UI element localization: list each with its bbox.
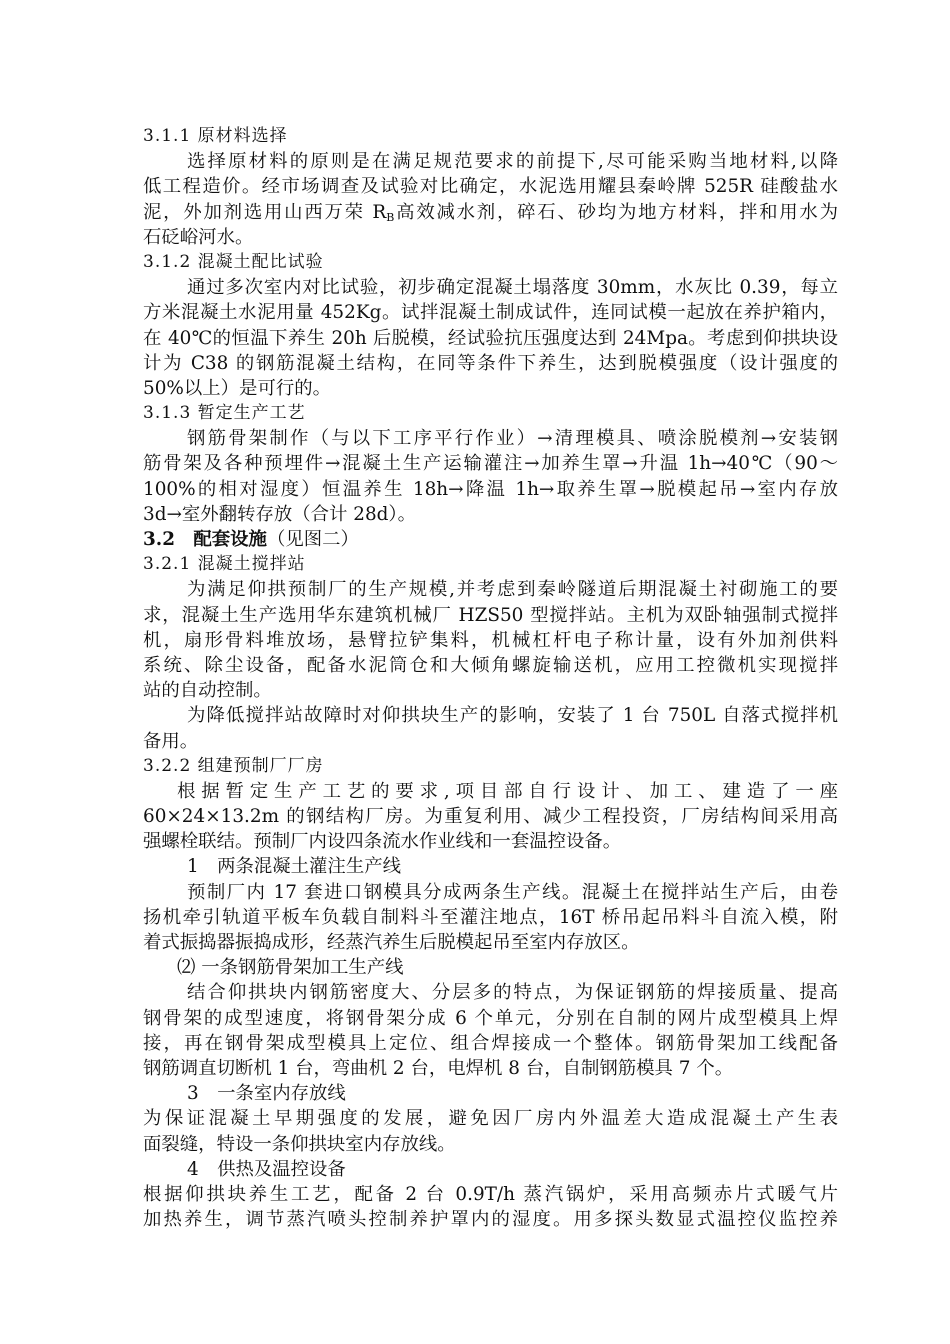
paragraph-line: 计为 C38 的钢筋混凝土结构，在同等条件下养生，达到脱模强度（设计强度的 bbox=[143, 352, 838, 374]
item-title: 1 两条混凝土灌注生产线 bbox=[187, 856, 401, 878]
paragraph-line: 通过多次室内对比试验，初步确定混凝土塌落度 30mm，水灰比 0.39，每立 bbox=[187, 277, 838, 299]
paragraph-line: 预制厂内 17 套进口钢模具分成两条生产线。混凝土在搅拌站生产后，由卷 bbox=[187, 881, 838, 903]
heading-3-2 bbox=[143, 527, 838, 552]
heading-3-2-2: 3.2.2 组建预制厂厂房 bbox=[143, 755, 324, 776]
paragraph-line: 求，混凝土生产选用华东建筑机械厂 HZS50 型搅拌站。主机为双卧轴强制式搅拌 bbox=[143, 604, 838, 626]
paragraph-line: 接，再在钢骨架成型模具上定位、组合焊接成一个整体。钢筋骨架加工线配备 bbox=[143, 1032, 838, 1054]
paragraph-line: 站的自动控制。 bbox=[143, 680, 272, 702]
paragraph-line: 根据仰拱块养生工艺，配备 2 台 0.9T/h 蒸汽锅炉，采用高频赤片式暖气片 bbox=[143, 1183, 838, 1205]
heading-3-1-1: 3.1.1 原材料选择 bbox=[143, 126, 288, 146]
paragraph-line: 强螺栓联结。预制厂内设四条流水作业线和一套温控设备。 bbox=[143, 831, 622, 853]
paragraph-line: 备用。 bbox=[143, 730, 199, 752]
text-span: 泥，外加剂选用山西万荣 R bbox=[143, 201, 387, 223]
paragraph-line: 钢筋骨架制作（与以下工序平行作业）→清理模具、喷涂脱模剂→安装钢 bbox=[187, 428, 838, 450]
paragraph-line: 钢筋调直切断机 1 台，弯曲机 2 台，电焊机 8 台，自制钢筋模具 7 个。 bbox=[143, 1057, 734, 1079]
heading-3-1-2: 3.1.2 混凝土配比试验 bbox=[143, 251, 324, 272]
paragraph-line: 根据暂定生产工艺的要求,项目部自行设计、加工、建造了一座 bbox=[177, 780, 838, 802]
paragraph-line: 为满足仰拱预制厂的生产规模,并考虑到秦岭隧道后期混凝土衬砌施工的要 bbox=[187, 579, 838, 601]
paragraph-line: 选择原材料的原则是在满足规范要求的前提下,尽可能采购当地材料,以降 bbox=[187, 151, 838, 173]
paragraph-line: 加热养生，调节蒸汽喷头控制养护罩内的湿度。用多探头数显式温控仪监控养 bbox=[143, 1209, 838, 1231]
paragraph-line: 筋骨架及各种预埋件→混凝土生产运输灌注→加养生罩→升温 1h→40℃（90～ bbox=[143, 453, 838, 475]
heading-3-2-1: 3.2.1 混凝土搅拌站 bbox=[143, 554, 306, 575]
paragraph-line bbox=[143, 200, 838, 225]
paragraph-line: 为降低搅拌站故障时对仰拱块生产的影响，安装了 1 台 750L 自落式搅拌机 bbox=[187, 705, 838, 727]
section-title: 3.2 配套设施 bbox=[143, 529, 267, 550]
document-page bbox=[143, 124, 838, 1232]
paragraph-line: 为保证混凝土早期强度的发展，避免因厂房内外温差大造成混凝土产生表 bbox=[143, 1108, 838, 1130]
paragraph-line: 50%以上）是可行的。 bbox=[143, 377, 332, 399]
paragraph-line: 100%的相对湿度）恒温养生 18h→降温 1h→取养生罩→脱模起吊→室内存放 bbox=[143, 478, 838, 500]
paragraph-line: 60×24×13.2m 的钢结构厂房。为重复利用、减少工程投资，厂房结构间采用高 bbox=[143, 806, 838, 828]
paragraph-line: 面裂缝，特设一条仰拱块室内存放线。 bbox=[143, 1133, 456, 1155]
paragraph-line: 钢骨架的成型速度，将钢骨架分成 6 个单元，分别在自制的网片成型模具上焊 bbox=[143, 1007, 838, 1029]
item-title: ⑵ 一条钢筋骨架加工生产线 bbox=[177, 957, 404, 979]
section-note: （见图二） bbox=[266, 529, 359, 550]
paragraph-line: 3d→室外翻转存放（合计 28d）。 bbox=[143, 503, 416, 525]
paragraph-line: 石砭峪河水。 bbox=[143, 226, 254, 248]
item-title: 4 供热及温控设备 bbox=[187, 1158, 346, 1180]
paragraph-line: 系统、除尘设备，配备水泥筒仓和大倾角螺旋输送机，应用工控微机实现搅拌 bbox=[143, 654, 838, 676]
subscript: B bbox=[386, 210, 395, 224]
paragraph-line: 低工程造价。经市场调查及试验对比确定，水泥选用耀县秦岭牌 525R 硅酸盐水 bbox=[143, 176, 838, 198]
paragraph-line: 着式振捣器振捣成形，经蒸汽养生后脱模起吊至室内存放区。 bbox=[143, 932, 640, 953]
paragraph-line: 扬机牵引轨道平板车负载自制料斗至灌注地点，16T 桥吊起吊料斗自流入模，附 bbox=[143, 906, 838, 928]
paragraph-line: 在 40℃的恒温下养生 20h 后脱模，经试验抗压强度达到 24Mpa。考虑到仰拱块设 bbox=[143, 327, 838, 349]
paragraph-line: 机，扇形骨料堆放场，悬臂拉铲集料，机械杠杆电子称计量，设有外加剂供料 bbox=[143, 629, 838, 651]
text-span: 高效减水剂，碎石、砂均为地方材料，拌和用水为 bbox=[394, 201, 838, 223]
heading-3-1-3: 3.1.3 暂定生产工艺 bbox=[143, 403, 306, 424]
paragraph-line: 方米混凝土水泥用量 452Kg。试拌混凝土制成试件，连同试模一起放在养护箱内， bbox=[143, 302, 838, 324]
paragraph-line: 结合仰拱块内钢筋密度大、分层多的特点，为保证钢筋的焊接质量、提高 bbox=[187, 982, 838, 1004]
item-title: 3 一条室内存放线 bbox=[187, 1083, 346, 1105]
